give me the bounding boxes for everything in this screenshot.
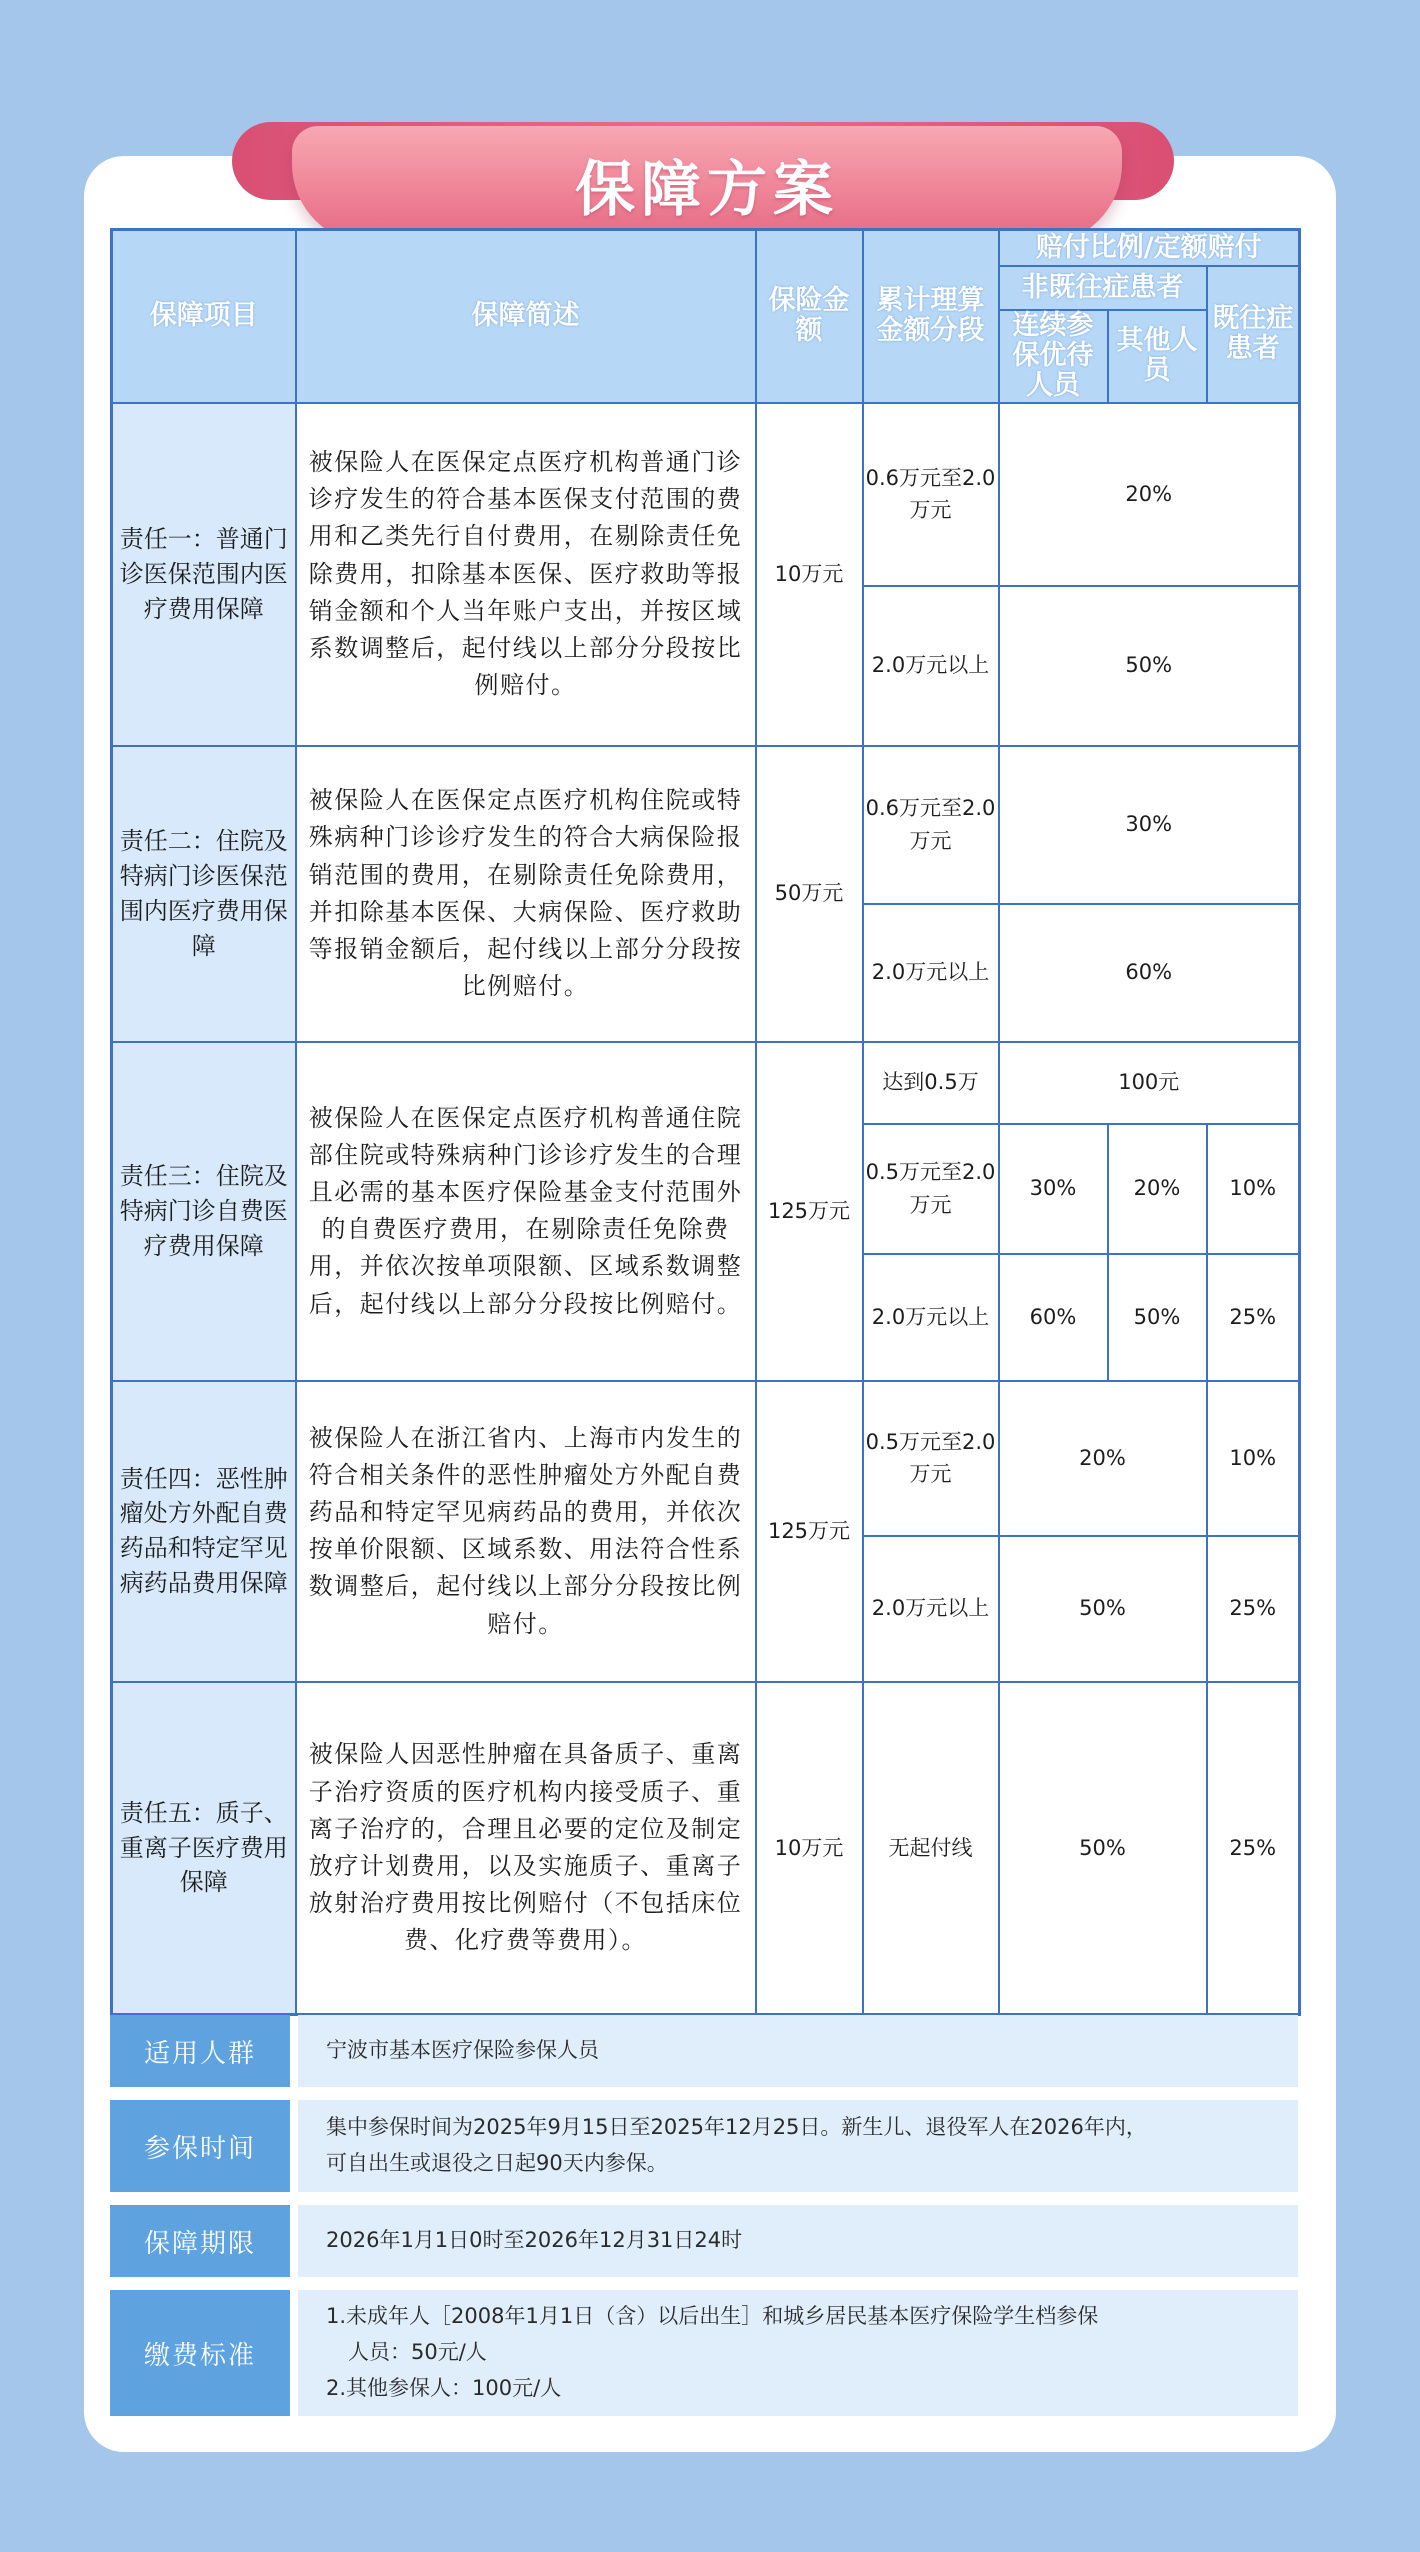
row5-amount: 10万元	[756, 1682, 863, 2015]
row4-seg1-prior: 10%	[1207, 1381, 1300, 1536]
row5-desc: 被保险人因恶性肿瘤在具备质子、重离子治疗资质的医疗机构内接受质子、重离子治疗的，合理且必要的定位及制定放疗计划费用，以及实施质子、重离子放射治疗费用按比例赔付（不包括床位费、化疗费等费用）。	[296, 1682, 756, 2015]
row4-seg2-prior: 25%	[1207, 1536, 1300, 1682]
info-value-line: 2.其他参保人：100元/人	[326, 2375, 562, 2400]
row3-fixed-value: 100元	[999, 1042, 1300, 1124]
info-value-fee	[298, 2290, 1298, 2416]
header-other: 其他人员	[1108, 310, 1207, 403]
info-value-population	[298, 2015, 1298, 2087]
info-row-fee	[110, 2290, 1298, 2416]
row1-item: 责任一：普通门诊医保范围内医疗费用保障	[112, 403, 296, 746]
row3-amount: 125万元	[756, 1042, 863, 1381]
row5-prior: 25%	[1207, 1682, 1300, 2015]
page-title: 保障方案	[575, 155, 839, 225]
row4-desc: 被保险人在浙江省内、上海市内发生的符合相关条件的恶性肿瘤处方外配自费药品和特定罕见病药品的费用，并依次按单价限额、区域系数、用法符合性系数调整后，起付线以上部分分段按比例赔付。	[296, 1381, 756, 1682]
header-prior: 既往症患者	[1207, 266, 1300, 403]
info-value-line: 可自出生或退役之日起90天内参保。	[326, 2151, 668, 2175]
row4-item: 责任四：恶性肿瘤处方外配自费药品和特定罕见病药品费用保障	[112, 1381, 296, 1682]
info-value-line: 集中参保时间为2025年9月15日至2025年12月25日。新生儿、退役军人在2026年内，	[326, 2115, 1147, 2140]
header-segment: 累计理算金额分段	[863, 230, 999, 403]
row3-item: 责任三：住院及特病门诊自费医疗费用保障	[112, 1042, 296, 1381]
header-non-prior: 非既往症患者	[999, 266, 1207, 310]
row2-item: 责任二：住院及特病门诊医保范围内医疗费用保障	[112, 746, 296, 1042]
row2-rate2: 60%	[999, 904, 1300, 1042]
row4-seg2-non-prior: 50%	[999, 1536, 1207, 1682]
info-value-line: 2026年1月1日0时至2026年12月31日24时	[326, 2228, 743, 2253]
row3-seg2-prior: 25%	[1207, 1254, 1300, 1381]
row3-seg1-continuous: 30%	[999, 1124, 1108, 1254]
info-value-line: 人员：50元/人	[348, 2340, 487, 2365]
header-desc: 保障简述	[296, 230, 756, 403]
info-value-enroll-time	[298, 2100, 1298, 2192]
row3-fixed-range: 达到0.5万	[863, 1042, 999, 1124]
row1-desc: 被保险人在医保定点医疗机构普通门诊诊疗发生的符合基本医保支付范围的费用和乙类先行自付费用，在剔除责任免除费用，扣除基本医保、医疗救助等报销金额和个人当年账户支出，并按区域系数调整后，起付线以上部分分段按比例赔付。	[296, 403, 756, 746]
row4-amount: 125万元	[756, 1381, 863, 1682]
row4-seg1-non-prior: 20%	[999, 1381, 1207, 1536]
info-label-period: 保障期限	[110, 2205, 290, 2277]
info-row-period	[110, 2205, 1298, 2277]
info-label-population: 适用人群	[110, 2015, 290, 2087]
row2-seg2: 2.0万元以上	[863, 904, 999, 1042]
row1-seg2: 2.0万元以上	[863, 586, 999, 746]
row3-seg1-prior: 10%	[1207, 1124, 1300, 1254]
row4-seg2: 2.0万元以上	[863, 1536, 999, 1682]
coverage-table	[110, 228, 1301, 2016]
info-label-fee: 缴费标准	[110, 2290, 290, 2416]
row3-seg1: 0.5万元至2.0万元	[863, 1124, 999, 1254]
row1-seg1: 0.6万元至2.0万元	[863, 403, 999, 586]
row3-seg2: 2.0万元以上	[863, 1254, 999, 1381]
info-value-line: 1.未成年人［2008年1月1日（含）以后出生］和城乡居民基本医疗保险学生档参保	[326, 2304, 1099, 2329]
row5-segment: 无起付线	[863, 1682, 999, 2015]
row3-seg2-continuous: 60%	[999, 1254, 1108, 1381]
header-ratio: 赔付比例/定额赔付	[999, 230, 1300, 267]
info-label-enroll-time: 参保时间	[110, 2100, 290, 2192]
row1-rate1: 20%	[999, 403, 1300, 586]
row2-desc: 被保险人在医保定点医疗机构住院或特殊病种门诊诊疗发生的符合大病保险报销范围的费用，在剔除责任免除费用，并扣除基本医保、大病保险、医疗救助等报销金额后，起付线以上部分分段按比例赔付。	[296, 746, 756, 1042]
info-value-line: 宁波市基本医疗保险参保人员	[326, 2038, 599, 2063]
info-row-population	[110, 2015, 1298, 2087]
info-row-enroll-time	[110, 2100, 1298, 2192]
row1-amount: 10万元	[756, 403, 863, 746]
row2-rate1: 30%	[999, 746, 1300, 904]
header-item: 保障项目	[112, 230, 296, 403]
row3-seg1-other: 20%	[1108, 1124, 1207, 1254]
row3-desc: 被保险人在医保定点医疗机构普通住院部住院或特殊病种门诊诊疗发生的合理且必需的基本医疗保险基金支付范围外的自费医疗费用，在剔除责任免除费用，并依次按单项限额、区域系数调整后，起付线以上部分分段按比例赔付。	[296, 1042, 756, 1381]
row3-seg2-other: 50%	[1108, 1254, 1207, 1381]
row5-item: 责任五：质子、重离子医疗费用保障	[112, 1682, 296, 2015]
header-continuous: 连续参保优待人员	[999, 310, 1108, 403]
row2-seg1: 0.6万元至2.0万元	[863, 746, 999, 904]
row1-rate2: 50%	[999, 586, 1300, 746]
row4-seg1: 0.5万元至2.0万元	[863, 1381, 999, 1536]
header-amount: 保险金额	[756, 230, 863, 403]
info-value-period	[298, 2205, 1298, 2277]
row5-non-prior: 50%	[999, 1682, 1207, 2015]
row2-amount: 50万元	[756, 746, 863, 1042]
